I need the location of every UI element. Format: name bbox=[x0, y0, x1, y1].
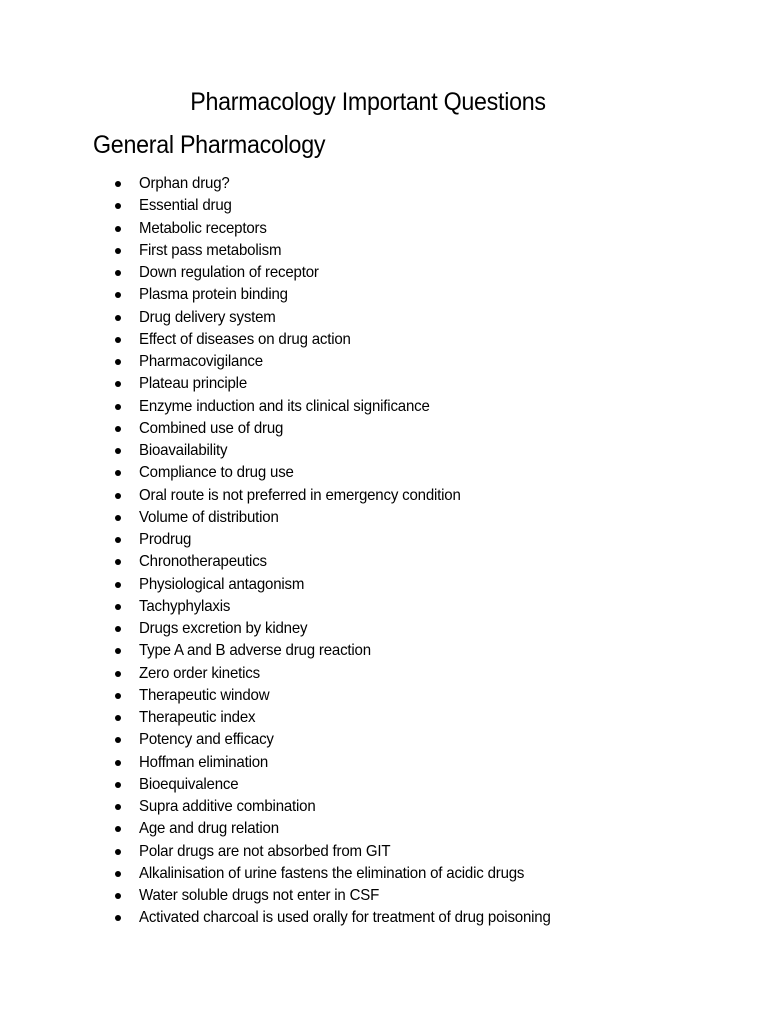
document-title: Pharmacology Important Questions bbox=[190, 88, 546, 116]
question-text: Orphan drug? bbox=[139, 175, 230, 192]
bullet-icon bbox=[115, 248, 121, 254]
question-text: Supra additive combination bbox=[139, 798, 316, 815]
bullet-icon bbox=[115, 915, 121, 921]
bullet-icon bbox=[115, 537, 121, 543]
bullet-icon bbox=[115, 448, 121, 454]
question-text: Combined use of drug bbox=[139, 419, 284, 437]
question-text: Metabolic receptors bbox=[139, 219, 267, 237]
bullet-icon bbox=[115, 582, 121, 588]
bullet-icon bbox=[115, 804, 121, 810]
bullet-icon bbox=[115, 292, 121, 298]
question-text: Chronotherapeutics bbox=[139, 553, 267, 571]
bullet-icon bbox=[115, 849, 121, 855]
question-text: Water soluble drugs not enter in CSF bbox=[139, 887, 380, 904]
question-text: Polar drugs are not absorbed from GIT bbox=[139, 842, 391, 860]
bullet-icon bbox=[115, 470, 121, 476]
question-text: Pharmacovigilance bbox=[139, 353, 263, 370]
question-text: Enzyme induction and its clinical significance bbox=[139, 397, 430, 415]
question-text: Drugs excretion by kidney bbox=[139, 620, 308, 637]
question-text: Oral route is not preferred in emergency condition bbox=[139, 486, 461, 504]
bullet-icon bbox=[115, 760, 121, 766]
bullet-icon bbox=[115, 337, 121, 343]
bullet-icon bbox=[115, 359, 121, 365]
question-text: Drug delivery system bbox=[139, 308, 276, 326]
bullet-icon bbox=[115, 515, 121, 521]
bullet-icon bbox=[115, 404, 121, 410]
bullet-icon bbox=[115, 203, 121, 209]
question-text: Alkalinisation of urine fastens the elimination of acidic drugs bbox=[139, 864, 525, 882]
question-text: Age and drug relation bbox=[139, 820, 279, 838]
bullet-icon bbox=[115, 559, 121, 565]
bullet-icon bbox=[115, 626, 121, 632]
question-text: Therapeutic window bbox=[139, 686, 270, 704]
question-text: Compliance to drug use bbox=[139, 464, 294, 482]
question-text: First pass metabolism bbox=[139, 241, 282, 259]
bullet-icon bbox=[115, 315, 121, 321]
bullet-icon bbox=[115, 604, 121, 610]
question-text: Type A and B adverse drug reaction bbox=[139, 642, 371, 660]
question-text: Plateau principle bbox=[139, 375, 248, 393]
question-text: Therapeutic index bbox=[139, 709, 256, 726]
bullet-icon bbox=[115, 181, 121, 187]
bullet-icon bbox=[115, 226, 121, 232]
question-text: Bioequivalence bbox=[139, 775, 239, 793]
section-heading: General Pharmacology bbox=[93, 131, 326, 159]
bullet-icon bbox=[115, 381, 121, 387]
question-text: Hoffman elimination bbox=[139, 753, 269, 771]
question-text: Down regulation of receptor bbox=[139, 264, 319, 281]
bullet-icon bbox=[115, 671, 121, 677]
question-text: Effect of diseases on drug action bbox=[139, 330, 351, 348]
question-text: Essential drug bbox=[139, 197, 232, 215]
bullet-icon bbox=[115, 782, 121, 788]
bullet-icon bbox=[115, 826, 121, 832]
bullet-icon bbox=[115, 715, 121, 721]
bullet-icon bbox=[115, 693, 121, 699]
question-text: Activated charcoal is used orally for treatment of drug poisoning bbox=[139, 909, 551, 927]
question-text: Volume of distribution bbox=[139, 508, 279, 526]
bullet-icon bbox=[115, 648, 121, 654]
question-text: Zero order kinetics bbox=[139, 664, 260, 682]
bullet-icon bbox=[115, 270, 121, 276]
bullet-icon bbox=[115, 737, 121, 743]
question-text: Tachyphylaxis bbox=[139, 597, 231, 615]
bullet-icon bbox=[115, 893, 121, 899]
bullet-icon bbox=[115, 493, 121, 499]
question-text: Bioavailability bbox=[139, 442, 228, 459]
question-text: Potency and efficacy bbox=[139, 731, 274, 749]
question-text: Physiological antagonism bbox=[139, 575, 305, 593]
question-text: Prodrug bbox=[139, 531, 192, 548]
bullet-icon bbox=[115, 426, 121, 432]
bullet-icon bbox=[115, 871, 121, 877]
question-text: Plasma protein binding bbox=[139, 286, 288, 304]
